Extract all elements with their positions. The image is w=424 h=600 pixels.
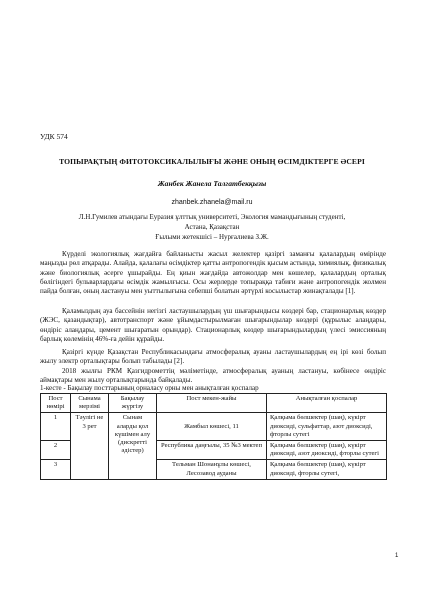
- header-post-number: Пост нөмірі: [41, 394, 71, 413]
- cell-pollutants: Қалқыма бөлшектер (шаң), күкірт диоксиді, азот диоксиді, фторлы сутегі: [267, 441, 387, 460]
- author-email: zhanbek.zhanela@mail.ru: [171, 199, 253, 206]
- table-header-row: [41, 394, 387, 413]
- cell-post-number: 3: [41, 460, 71, 479]
- header-post-address: Пост мекен-жайы: [157, 394, 267, 413]
- author-name: Жанбек Жанела Талгатбекқызы: [157, 179, 267, 188]
- body-paragraph-1: Күрделі экологиялық жағдайға байланысты жасыл желектер қазіргі заманғы қалалардың өмірінде маңызды рөл атқарады. Алайда, қалалағы өсімдіктер қатты антропогендік қысым астында, химиялық, физикалық және биологиялық әсерге ұшырайды. Ең қиын жағдайда автожолдар мен көшелер, қалалардың орталық бөлігіндегі бульварлардағы өсімдік жамылғысы. Осы жерлерде топыраққа табиғи және антропогендік жолмен пайда болған, оның ластануы мен уыттылығына себепші болатын әртүрлі косылыстар жинақталады [1].: [40, 250, 386, 296]
- cell-post-address: Республика даңғылы, 35 №3 мектеп: [157, 441, 267, 460]
- body-paragraph-4: 2018 жылғы РКМ Қазгидрометтің мәліметінде, атмосфералық ауаның ластануы, көбінесе өндіріс аймақтары мен жылу орталықтарында байқалады.: [40, 367, 386, 385]
- cell-pollutants: Қалқыма бөлшектер (шаң), күкірт диоксиді, фторлы сутегі,: [267, 460, 387, 479]
- affiliation-block: [30, 212, 394, 242]
- cell-sampling-period: Тәулігі не 3 рет: [71, 413, 109, 479]
- cell-pollutants: Қалқыма бөлшектер (шаң), күкірт диоксиді, сульфаттар, азот диоксиді, фторлы сутегі: [267, 413, 387, 441]
- monitoring-posts-table: [40, 393, 387, 480]
- body-paragraph-3: Қазіргі күнде Қазақстан Республикасындағы атмосфералық ауаны ластаушылардың ең ірі көзі болып жылу электр орталықтары болып табылады [2].: [40, 348, 386, 366]
- table-row: [41, 413, 387, 441]
- paper-title: ТОПЫРАҚТЫҢ ФИТОТОКСИКАЛЫЛЫҒЫ ЖӘНЕ ОНЫҢ ӨСІМДІКТЕРГЕ ӘСЕРІ: [59, 157, 365, 166]
- header-observation-method: Бақылау жүргізу: [109, 394, 157, 413]
- page-number: 1: [395, 553, 399, 559]
- cell-post-address: Тельман Шонанұлы көшесі, Лесозавод ауданы: [157, 460, 267, 479]
- table-caption: 1-кесте - Бақылау посттарының орналасу орны мен анықталған қоспалар: [40, 384, 259, 392]
- header-sampling-period: Сынама мерзімі: [71, 394, 109, 413]
- cell-observation-method: Сынам аларды қол күшімен алу (дискретті әдістер): [109, 413, 157, 479]
- affiliation-line-2: Астана, Қазақстан: [184, 223, 240, 231]
- body-paragraph-2: Қаламыздың ауа бассейнін негізгі ластаушылардың үш шығарындысы көздері бар, стационарлық көздер (ЖЭС, қазандықтар), автотранспорт және ұйымдастырылмаған шығарындылар көздері (құрылыс алаңдары, өндіріс алаңдары, цемент шығаратын орындар). Стационарлық көздер шығарындылардың үлесі эмиссияның барлық көлемінің 46%-ға дейін құрайды.: [40, 307, 386, 343]
- cell-post-address: Жамбыл көшесі, 11: [157, 413, 267, 441]
- supervisor-line: Ғылыми жетекшісі – Нурғалиева З.Ж.: [155, 233, 269, 241]
- header-pollutants: Анықталған қоспалар: [267, 394, 387, 413]
- cell-post-number: 2: [41, 441, 71, 460]
- affiliation-line-1: Л.Н.Гумилев атындағы Еуразия ұлттық университеті, Экология мамандығының студенті,: [78, 213, 346, 221]
- udk-code: УДК 574: [40, 132, 68, 141]
- cell-post-number: 1: [41, 413, 71, 441]
